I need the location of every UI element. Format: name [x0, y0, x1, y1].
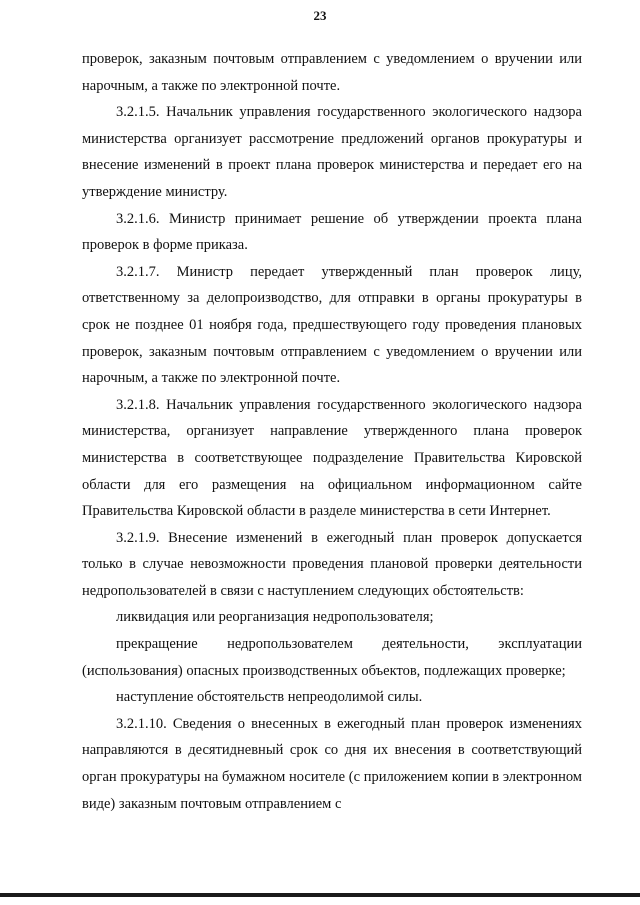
- paragraph-3-2-1-9: 3.2.1.9. Внесение изменений в ежегодный план проверок допускается только в случае невозможности проведения плановой проверки деятельности недропользователей в связи с наступлением следующих обстоятельств:: [82, 529, 582, 599]
- paragraph-continuation: проверок, заказным почтовым отправлением с уведомлением о вручении или нарочным, а также по электронной почте.: [82, 51, 582, 94]
- bottom-border-line: [0, 893, 640, 897]
- paragraph-3-2-1-7: 3.2.1.7. Министр передает утвержденный план проверок лицу, ответственному за делопроизводство, для отправки в органы прокуратуры в срок не позднее 01 ноября года, предшествующего году проведения плановых проверок, заказным почтовым отправлением с уведомлением о вручении или нарочным, а также по электронной почте.: [82, 263, 582, 387]
- page-number: 23: [313, 8, 327, 23]
- paragraph-3-2-1-10: 3.2.1.10. Сведения о внесенных в ежегодный план проверок изменениях направляются в десятидневный срок со дня их внесения в соответствующий орган прокуратуры на бумажном носителе (с приложением копии в электронном виде) заказным почтовым отправлением с: [82, 715, 582, 812]
- paragraph-3-2-1-8: 3.2.1.8. Начальник управления государственного экологического надзора министерства, организует направление утвержденного плана проверок министерства в соответствующее подразделение Правительства Кировской области для его размещения на официальном информационном сайте Правительства Кировской области в разделе министерства в сети Интернет.: [82, 396, 582, 520]
- list-item-liquidation: ликвидация или реорганизация недропользователя;: [116, 609, 434, 626]
- list-item-force-majeure: наступление обстоятельств непреодолимой силы.: [116, 689, 423, 706]
- list-item-termination: прекращение недропользователем деятельности, эксплуатации (использования) опасных производственных объектов, подлежащих проверке;: [82, 636, 582, 679]
- document-body: [82, 46, 582, 817]
- paragraph-3-2-1-6: 3.2.1.6. Министр принимает решение об утверждении проекта плана проверок в форме приказа.: [82, 210, 582, 254]
- paragraph-3-2-1-5: 3.2.1.5. Начальник управления государственного экологического надзора министерства организует рассмотрение предложений органов прокуратуры и внесение изменений в проект плана проверок министерства и передает его на утверждение министру.: [82, 104, 582, 200]
